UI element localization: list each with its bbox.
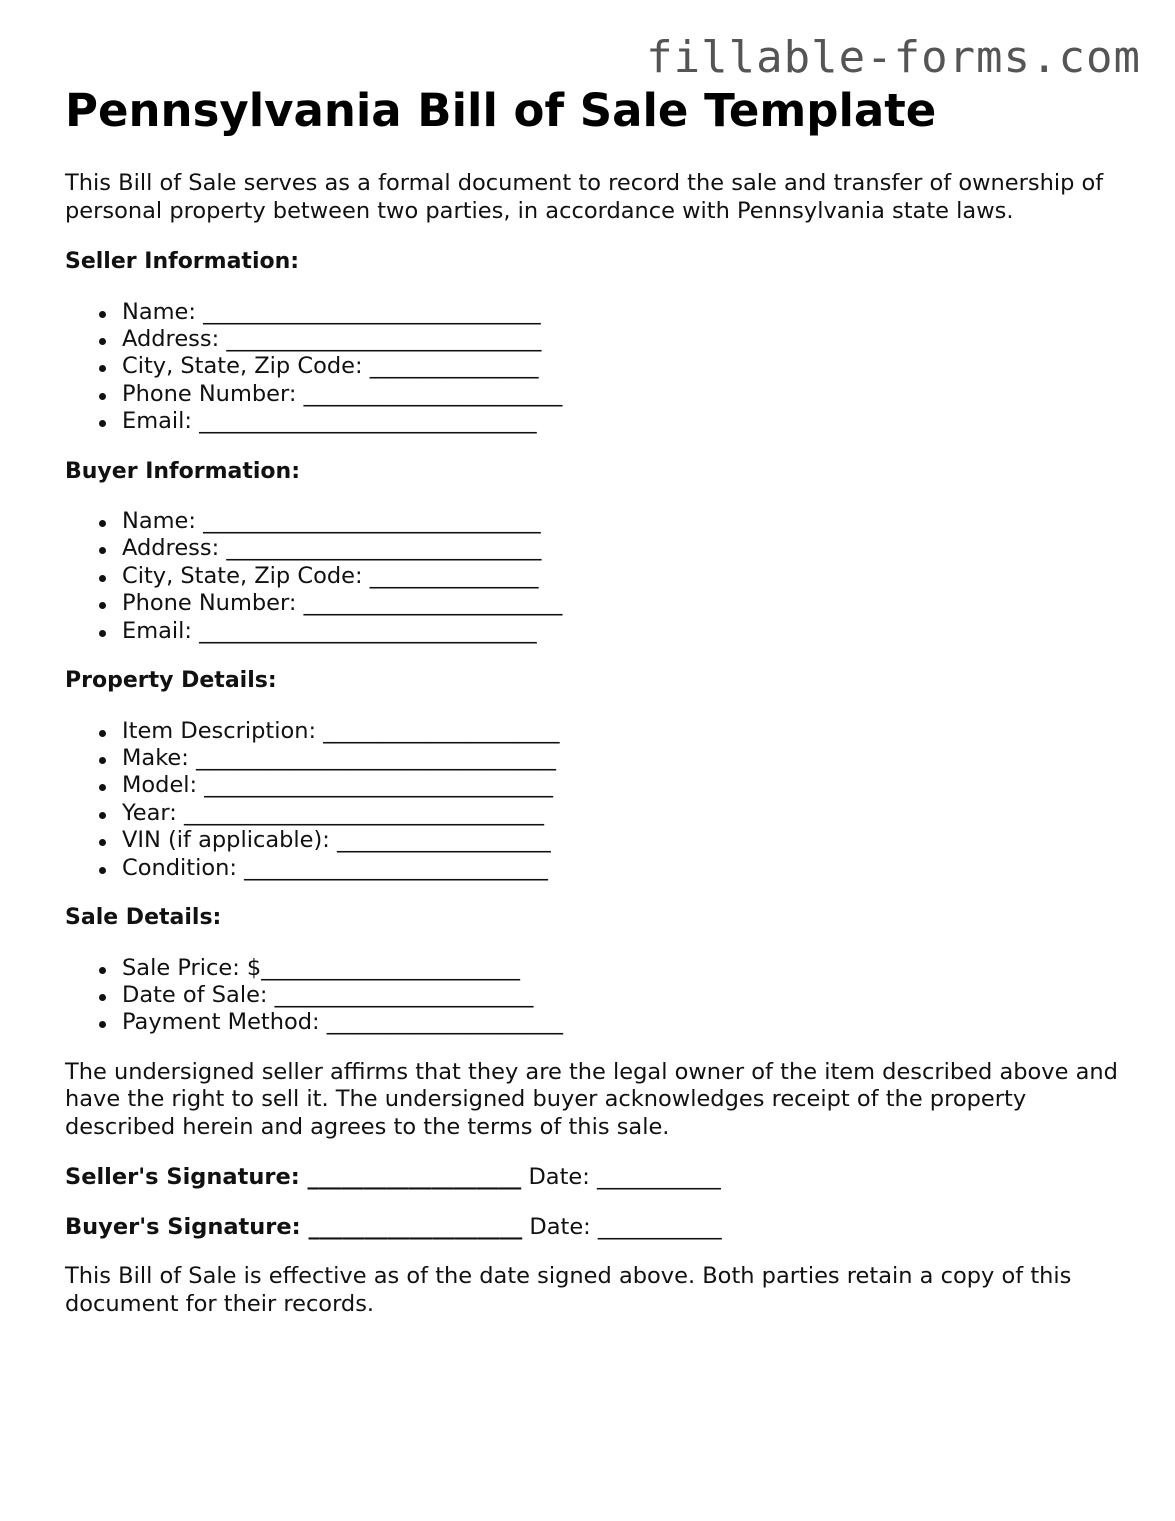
seller-section-heading: Seller Information: (65, 249, 300, 274)
year-field[interactable]: Year: ________________________________ (122, 800, 1125, 827)
closing-paragraph: This Bill of Sale is effective as of the date signed above. Both parties retain a copy of this document for their records. (65, 1263, 1072, 1317)
seller-signature-row (65, 1164, 1125, 1192)
seller-phone-field[interactable]: Phone Number: _______________________ (122, 381, 1125, 408)
item-description-field[interactable]: Item Description: _____________________ (122, 718, 1125, 745)
seller-city-state-zip-field[interactable]: City, State, Zip Code: _______________ (122, 353, 1125, 380)
seller-signature-date-field[interactable]: Date: ___________ (528, 1164, 721, 1191)
seller-signature-field[interactable]: Seller's Signature: ___________________ (65, 1164, 522, 1191)
property-fields-list (65, 718, 1125, 882)
intro-paragraph: This Bill of Sale serves as a formal document to record the sale and transfer of ownership of personal property between two parties, in accordance with Pennsylvania state laws. (65, 170, 1104, 224)
buyer-name-field[interactable]: Name: ______________________________ (122, 508, 1125, 535)
property-section-heading: Property Details: (65, 668, 277, 694)
seller-name-field[interactable]: Name: ______________________________ (122, 299, 1125, 326)
vin-field[interactable]: VIN (if applicable): ___________________ (122, 827, 1125, 854)
buyer-address-field[interactable]: Address: ____________________________ (122, 535, 1125, 562)
buyer-phone-field[interactable]: Phone Number: _______________________ (122, 590, 1125, 617)
payment-method-field[interactable]: Payment Method: _____________________ (122, 1009, 1125, 1036)
seller-email-field[interactable]: Email: ______________________________ (122, 408, 1125, 435)
date-of-sale-field[interactable]: Date of Sale: _______________________ (122, 982, 1125, 1009)
buyer-fields-list (65, 508, 1125, 645)
make-field[interactable]: Make: ________________________________ (122, 745, 1125, 772)
model-field[interactable]: Model: _______________________________ (122, 772, 1125, 799)
affirmation-paragraph: The undersigned seller affirms that they are the legal owner of the item described above and have the right to sell it. The undersigned buyer acknowledges receipt of the property described herein and agrees to the terms of this sale. (65, 1058, 1118, 1140)
watermark-logo: fillable-forms.com (646, 32, 1141, 83)
condition-field[interactable]: Condition: ___________________________ (122, 855, 1125, 882)
seller-address-field[interactable]: Address: ____________________________ (122, 326, 1125, 353)
buyer-signature-field[interactable]: Buyer's Signature: ___________________ (65, 1213, 523, 1240)
buyer-email-field[interactable]: Email: ______________________________ (122, 618, 1125, 645)
buyer-signature-row (65, 1214, 1125, 1242)
document-body (65, 84, 1125, 1318)
page-title: Pennsylvania Bill of Sale Template (65, 84, 937, 137)
buyer-signature-date-field[interactable]: Date: ___________ (529, 1213, 722, 1240)
sale-fields-list (65, 955, 1125, 1037)
seller-fields-list (65, 299, 1125, 436)
sale-section-heading: Sale Details: (65, 905, 222, 930)
sale-price-field[interactable]: Sale Price: $_______________________ (122, 955, 1125, 982)
buyer-city-state-zip-field[interactable]: City, State, Zip Code: _______________ (122, 563, 1125, 590)
buyer-section-heading: Buyer Information: (65, 458, 300, 484)
